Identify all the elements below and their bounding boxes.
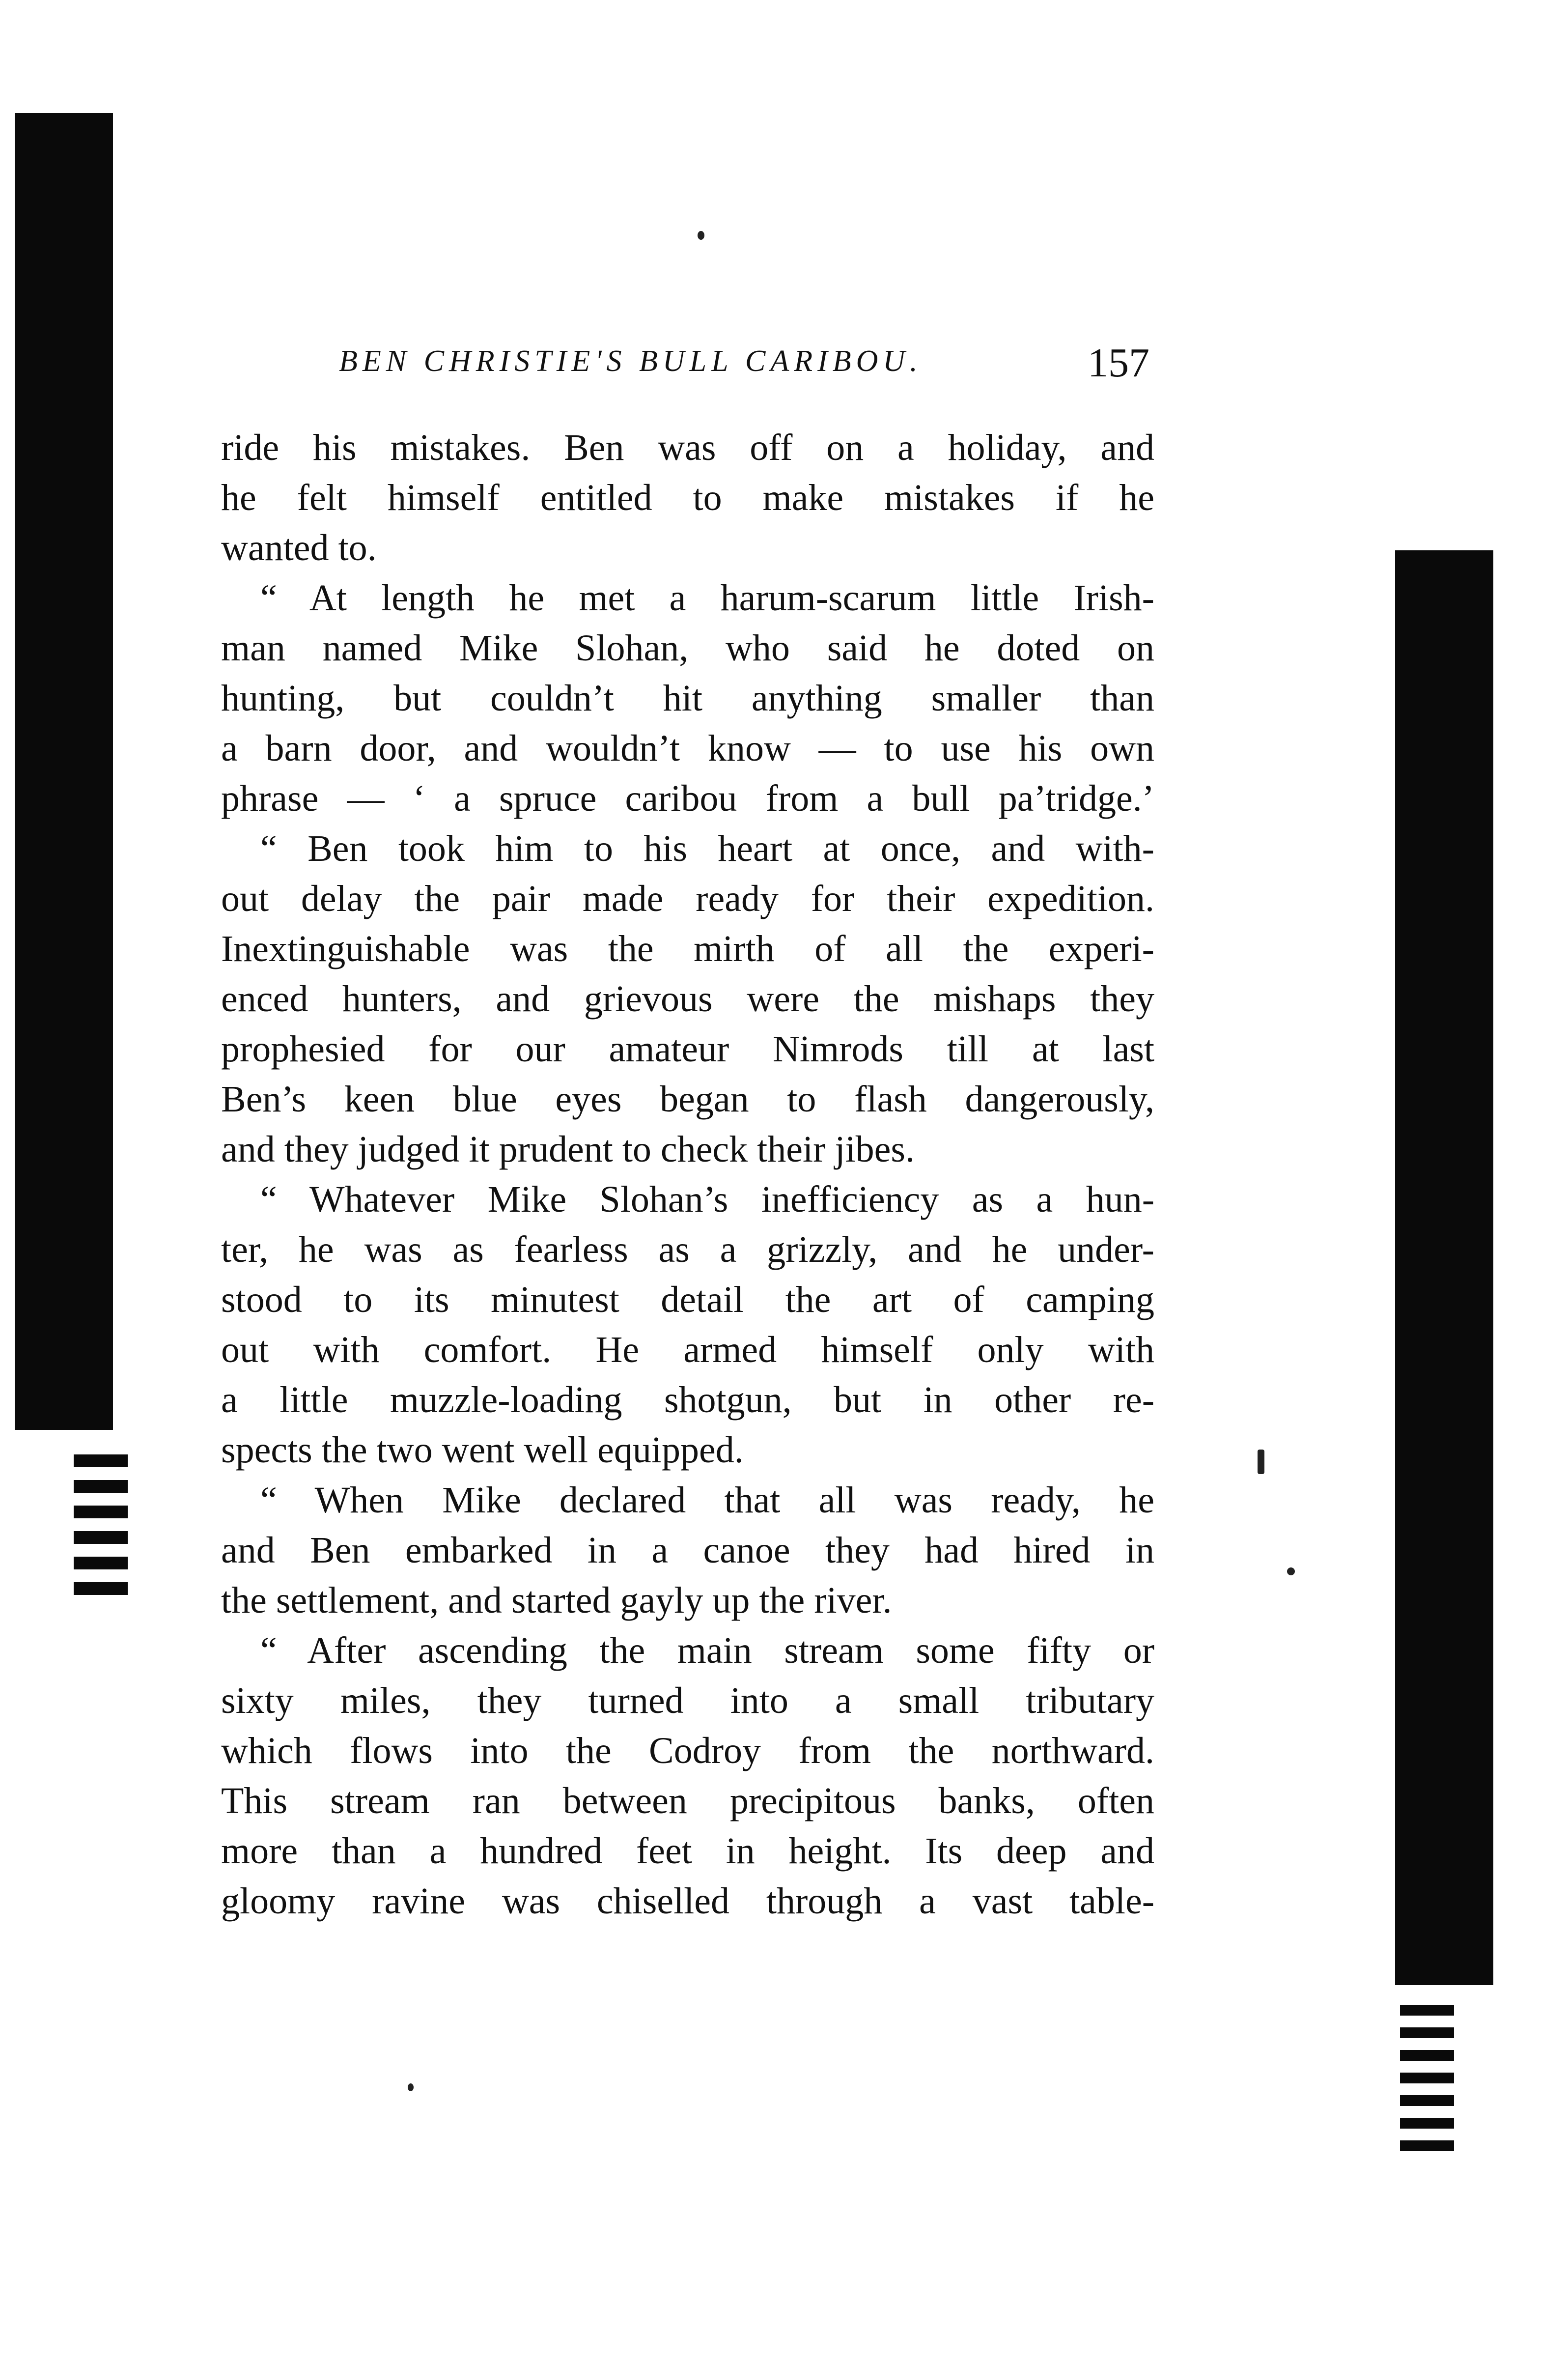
text-line: wanted to. — [221, 527, 377, 569]
text-line: ter, he was as fearless as a grizzly, and he under- — [221, 1229, 1154, 1270]
text-line: “ At length he met a harum-scarum little Irish- — [260, 577, 1154, 619]
running-title: BEN CHRISTIE'S BULL CARIBOU. — [339, 344, 923, 378]
scan-binding-bars-left — [74, 1454, 128, 1622]
text-line: “ Ben took him to his heart at once, and with- — [260, 828, 1154, 869]
text-line: enced hunters, and grievous were the mishaps they — [221, 978, 1154, 1020]
text-line: gloomy ravine was chiselled through a vast table- — [221, 1880, 1154, 1922]
text-line: out with comfort. He armed himself only with — [221, 1329, 1154, 1370]
text-line: the settlement, and started gayly up the river. — [221, 1580, 892, 1621]
text-line: which flows into the Codroy from the northward. — [221, 1730, 1154, 1771]
text-line: and they judged it prudent to check their jibes. — [221, 1129, 915, 1170]
page-number: 157 — [1088, 340, 1149, 386]
scan-speck — [408, 2083, 414, 2091]
text-line: more than a hundred feet in height. Its deep and — [221, 1830, 1154, 1872]
scan-binding-strip-right — [1395, 550, 1493, 1985]
scan-speck — [1287, 1567, 1295, 1575]
page-header — [339, 339, 1149, 393]
text-line: spects the two went well equipped. — [221, 1429, 744, 1471]
text-line: phrase — ‘ a spruce caribou from a bull pa’tridge.’ — [221, 778, 1154, 819]
text-line: This stream ran between precipitous banks, often — [221, 1780, 1154, 1821]
text-line: he felt himself entitled to make mistakes if he — [221, 477, 1154, 518]
text-line: Inextinguishable was the mirth of all the experi- — [221, 928, 1154, 969]
scan-binding-bars-right — [1400, 2005, 1454, 2172]
text-line: “ Whatever Mike Slohan’s inefficiency as a hun- — [260, 1179, 1154, 1220]
text-line: hunting, but couldn’t hit anything smaller than — [221, 678, 1154, 719]
text-line: and Ben embarked in a canoe they had hired in — [221, 1530, 1154, 1571]
text-line: ride his mistakes. Ben was off on a holiday, and — [221, 427, 1154, 468]
text-line: “ When Mike declared that all was ready, he — [260, 1480, 1154, 1521]
text-line: stood to its minutest detail the art of camping — [221, 1279, 1154, 1320]
text-line: prophesied for our amateur Nimrods till at last — [221, 1028, 1154, 1070]
text-line: a little muzzle-loading shotgun, but in other re- — [221, 1379, 1154, 1421]
body-text — [221, 423, 1154, 1926]
scan-binding-strip-left — [15, 113, 113, 1430]
text-line: man named Mike Slohan, who said he doted on — [221, 627, 1154, 669]
text-line: a barn door, and wouldn’t know — to use his own — [221, 728, 1154, 769]
scan-speck — [1258, 1450, 1264, 1474]
text-line: out delay the pair made ready for their expedition. — [221, 878, 1154, 919]
scan-speck — [698, 231, 704, 240]
text-line: “ After ascending the main stream some fifty or — [260, 1630, 1154, 1671]
text-line: sixty miles, they turned into a small tributary — [221, 1680, 1154, 1721]
text-line: Ben’s keen blue eyes began to flash dangerously, — [221, 1079, 1154, 1120]
